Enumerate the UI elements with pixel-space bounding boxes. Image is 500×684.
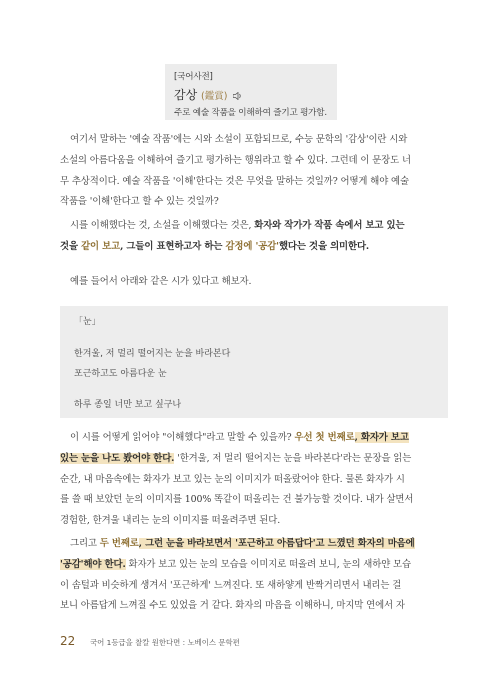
text-span: 이 시를 어떻게 읽어야 "이해했다"라고 말할 수 있을까? [70,432,295,443]
text-line: 여기서 말하는 '예술 작품'에는 시와 소설이 포함되므로, 수능 문학의 '감상'이란 시와 [70,134,408,145]
text-line: 예를 들어서 아래와 같은 시가 있다고 해보자. [70,276,252,287]
text-line: 경험한, 한겨울 내리는 눈의 이미지를 떠올려주면 된다. [60,515,281,527]
text-span: 시를 이해했다는 것, 소설을 이해했다는 것은, [70,220,255,231]
book-title: 국어 1등급을 찰칼 원한다면 : 노베이스 문학편 [90,638,240,647]
text-line: 이 솜털과 비슷하게 생겨서 '포근하게' 느껴진다. 또 새하얗게 반짝거리면서 내리는 걸 [60,579,402,591]
text-line: 를 쓸 때 보았던 눈의 이미지를 100% 똑같이 떠올리는 건 불가능할 것이다. 내가 살면서 [60,494,414,506]
bold-highlight-text: '공감'해야 한다. [60,558,126,570]
poem-line: 포근하고도 아름다운 눈 [74,369,167,379]
text-line: 순간, 내 마음속에는 화자가 보고 있는 눈의 이미지가 떠올랐어야 한다. 물론 화자가 시 [60,473,405,485]
text-line [60,216,448,237]
poem-line: 하루 종일 너만 보고 싶구나 [74,400,182,410]
text-line [60,428,448,449]
text-line [60,534,448,555]
bold-text: 화자와 작가가 작품 속에서 보고 있는 [254,220,405,231]
bold-text: 것을 [60,240,82,252]
dictionary-box [165,64,337,120]
page-footer [60,634,440,650]
text-line [60,237,448,258]
headword-text: 감상 [174,88,198,102]
highlight-text: 같이 보고 [81,240,121,252]
page-number: 22 [60,634,76,648]
poem-box [60,306,448,418]
paragraph-3 [60,272,448,293]
bold-highlight-text: , 그런 눈을 바라보면서 '포근하고 아름답다'고 느꼈던 화자의 마음에 [138,538,415,549]
text-line: 무 추상적이다. 예술 작품을 '이해'한다는 것은 무엇을 말하는 것일까? 어떻게 해야 예술 [60,175,409,187]
text-line: 보니 아름답게 느껴질 수도 있었을 거 같다. 화자의 마음을 이해하니, 마지막 연에서 자 [60,600,405,612]
dictionary-tag: [국어사전] [174,72,213,82]
highlight-text: 감정에 '공감' [225,240,279,252]
paragraph-5 [60,534,448,617]
text-span: 화자가 보고 있는 눈의 모습을 이미지로 떠올려 보니, 눈의 새하얀 모습 [125,558,411,570]
paragraph-1 [60,130,448,213]
highlight-text: 우선 첫 번째로 [294,432,355,443]
text-span: 그리고 [70,538,100,549]
text-line [60,449,448,470]
poem-line: 한겨울, 저 멀리 떨어지는 눈을 바라본다 [74,349,231,359]
paragraph-4 [60,428,448,532]
poem-title: 「눈」 [74,317,101,327]
text-line [60,555,448,576]
speaker-icon[interactable] [233,92,243,100]
headword-hanja: (鑑賞) [201,91,228,102]
text-line: 소설의 아름다움을 이해하여 즐기고 평가하는 행위라고 할 수 있다. 그런데 이 문장도 너 [60,154,411,166]
highlight-text: 두 번째로 [99,538,139,549]
bold-text: 했다는 것을 의미한다. [278,240,370,252]
text-line: 작품을 '이해'한다고 할 수 있는 것일까? [60,196,219,208]
paragraph-2 [60,216,448,258]
bold-highlight-text: 있는 눈을 나도 봤어야 한다. [60,452,175,464]
dictionary-headword [174,86,328,103]
dictionary-definition: 주로 예술 작품을 이해하여 즐기고 평가함. [174,108,327,118]
text-span: '한겨울, 저 멀리 떨어지는 눈을 바라본다'라는 문장을 읽는 [174,452,412,464]
bold-text: , 그들이 표현하고자 하는 [120,240,226,252]
bold-highlight-text: , 화자가 보고 [354,432,409,443]
